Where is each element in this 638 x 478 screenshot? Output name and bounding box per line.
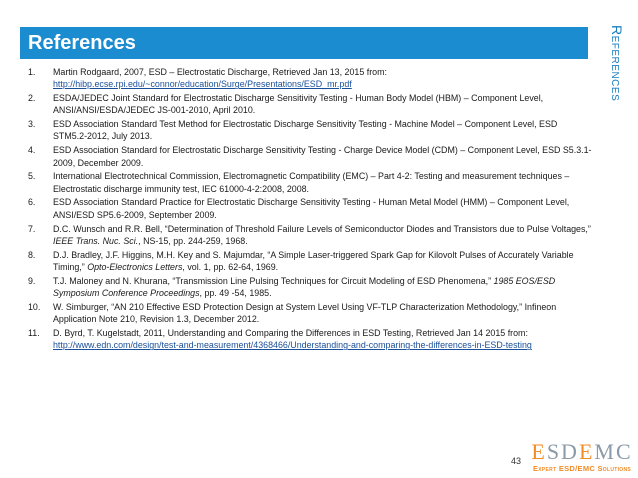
reference-number: 6. xyxy=(28,197,36,208)
reference-item xyxy=(28,66,593,91)
journal-title: Opto-Electronics Letters xyxy=(87,261,183,272)
reference-item xyxy=(28,170,593,195)
reference-number: 5. xyxy=(28,171,36,182)
reference-number: 7. xyxy=(28,223,36,234)
side-label-text: References xyxy=(609,25,625,102)
reference-text: D.J. Bradley, J.F. Higgins, M.H. Key and S. Majumdar, “A Simple Laser-triggered Spark Gap for Kilovolt Pulses of Accurately Variable Timing,” Opto-Electronics Letters, vol. 1, pp. 62-64, 1969. xyxy=(53,249,574,272)
reference-text: ESD Association Standard Practice for Electrostatic Discharge Sensitivity Testing - Human Metal Model (HMM) – Component Level, ANSI/ESD SP5.6-2009, September 2009. xyxy=(53,197,570,220)
reference-item xyxy=(28,118,593,143)
esdemc-logo xyxy=(527,440,637,476)
reference-item xyxy=(28,144,593,169)
logo-wordmark: ESDEMC xyxy=(531,439,633,464)
reference-text: D. Byrd, T. Kugelstadt, 2011, Understanding and Comparing the Differences in ESD Testing, Retrieved Jan 14 2015 from: http://www.edn.com/design/test-and-measurement/4368466/Understanding-and-comparing-the-differences-in-ESD-testing xyxy=(53,327,532,351)
reference-list xyxy=(28,66,593,353)
slide-title: References xyxy=(20,27,588,59)
page-number: 43 xyxy=(511,456,522,466)
reference-number: 3. xyxy=(28,119,36,130)
reference-number: 10. xyxy=(28,301,41,312)
reference-item xyxy=(28,223,593,248)
reference-item xyxy=(28,196,593,221)
journal-title: IEEE Trans. Nuc. Sci. xyxy=(53,235,139,246)
journal-title: 1985 EOS/ESD Symposium Conference Proceedings xyxy=(53,275,556,299)
reference-item xyxy=(28,275,593,300)
reference-text: T.J. Maloney and N. Khurana, “Transmission Line Pulsing Techniques for Circuit Modeling of ESD Phenomena,” 1985 EOS/ESD Symposium Conference Proceedings, pp. 49 -54, 1985. xyxy=(53,275,556,299)
reference-number: 4. xyxy=(28,145,36,156)
reference-item xyxy=(28,249,593,274)
reference-item xyxy=(28,301,593,326)
reference-number: 11. xyxy=(28,327,40,338)
reference-item xyxy=(28,92,593,117)
reference-text: ESD Association Standard for Electrostatic Discharge Sensitivity Testing - Charge Device Model (CDM) – Component Level, ESD S5.3.1-2009, December 2009. xyxy=(53,145,592,168)
reference-link[interactable]: http://www.edn.com/design/test-and-measurement/4368466/Understanding-and-comparing-the-differences-in-ESD-testing xyxy=(53,340,532,351)
reference-text: International Electrotechnical Commission, Electromagnetic Compatibility (EMC) – Part 4-2: Testing and measurement techniques – Electrostatic discharge immunity test, IEC 61000-4-2:2008, 2008. xyxy=(53,171,570,194)
reference-text: Martin Rodgaard, 2007, ESD – Electrostatic Discharge, Retrieved Jan 13, 2015 from: http://hibp.ecse.rpi.edu/~connor/education/Surge/Presentations/ESD_mr.pdf xyxy=(53,67,387,90)
reference-item xyxy=(28,327,593,352)
reference-number: 1. xyxy=(28,67,36,77)
logo-tagline: Expert ESD/EMC Solutions xyxy=(532,464,632,473)
reference-text: W. Simburger, “AN 210 Effective ESD Protection Design at System Level Using VF-TLP Characterization Methodology,” Infineon Application Note 210, Revision 1.3, December 2012. xyxy=(53,301,557,325)
reference-text: ESDA/JEDEC Joint Standard for Electrostatic Discharge Sensitivity Testing - Human Body Model (HBM) – Component Level, ANSI/ANSI/ESDA/JEDEC JS-001-2010, April 2010. xyxy=(53,93,544,116)
section-side-label xyxy=(596,25,638,125)
reference-number: 2. xyxy=(28,93,36,104)
reference-number: 8. xyxy=(28,249,36,260)
reference-text: ESD Association Standard Test Method for Electrostatic Discharge Sensitivity Testing - Machine Model – Component Level, ESD STM5.2-2012, July 2013. xyxy=(53,119,558,142)
reference-number: 9. xyxy=(28,275,36,286)
reference-text: D.C. Wunsch and R.R. Bell, “Determination of Threshold Failure Levels of Semiconductor Diodes and Transistors due to Pulse Voltages,” IEEE Trans. Nuc. Sci., NS-15, pp. 244-259, 1968. xyxy=(53,223,591,246)
reference-link[interactable]: http://hibp.ecse.rpi.edu/~connor/education/Surge/Presentations/ESD_mr.pdf xyxy=(53,79,352,90)
